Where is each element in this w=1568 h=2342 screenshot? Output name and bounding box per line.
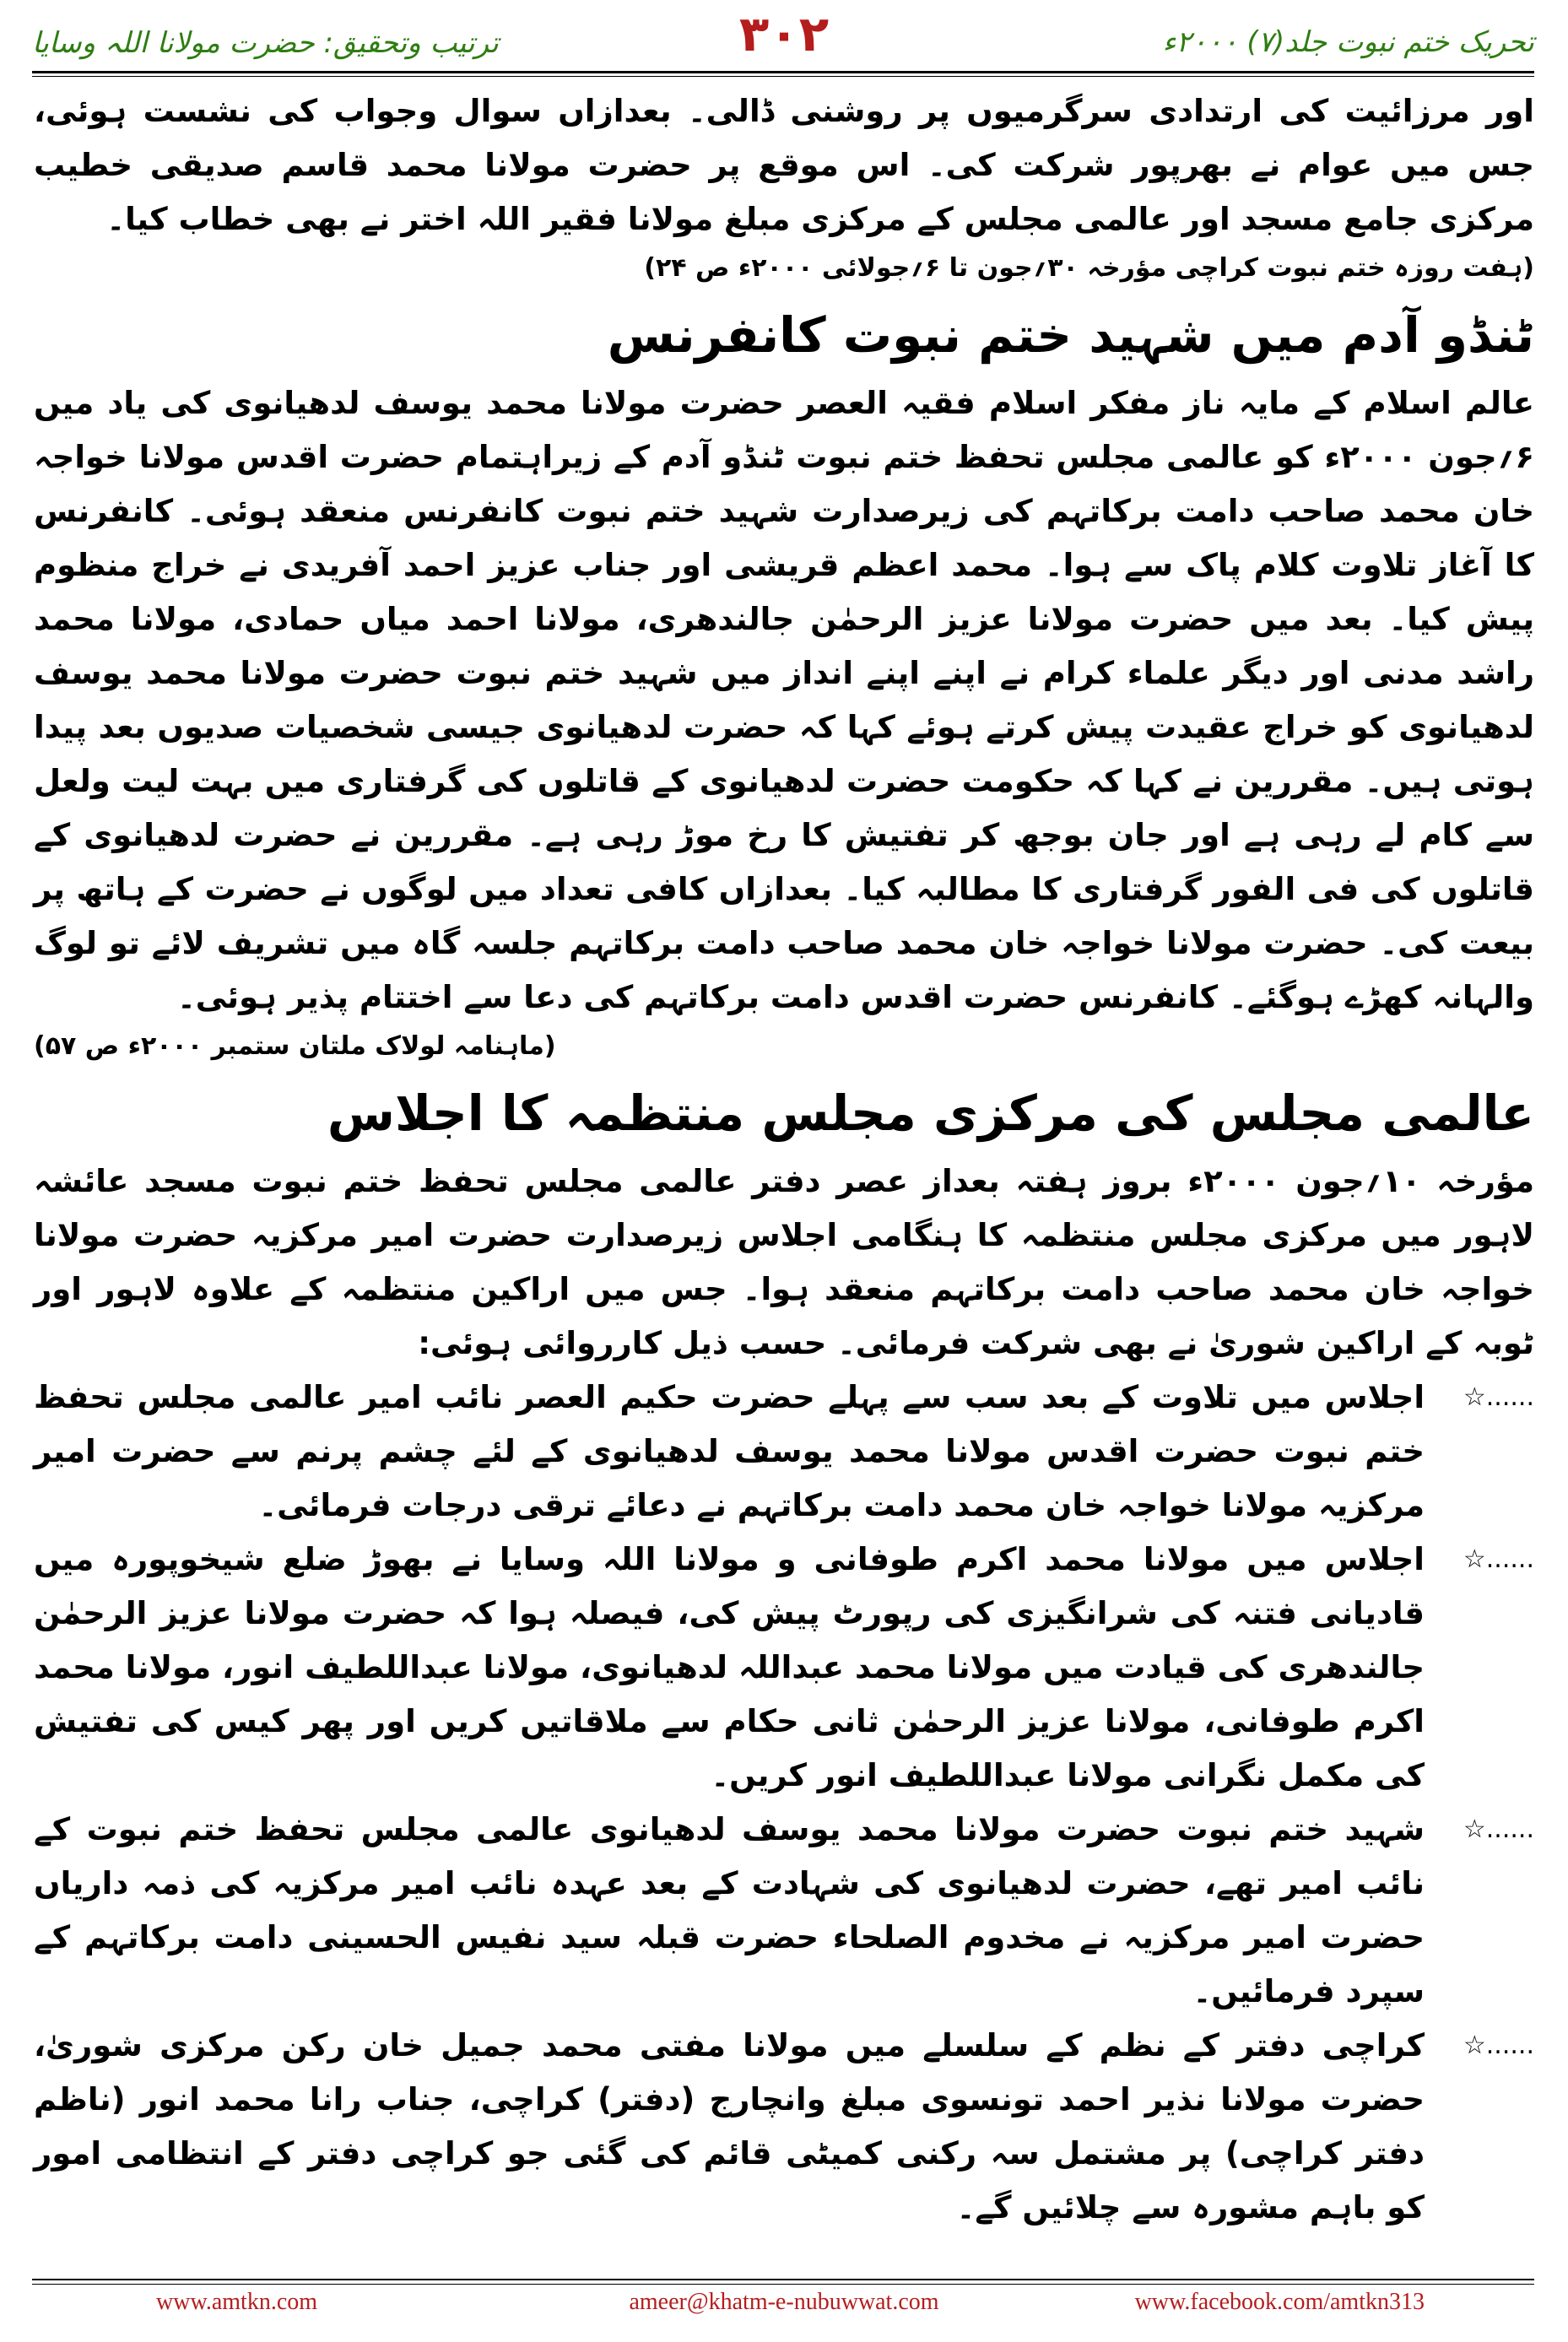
compiler-credit: ترتیب وتحقیق: حضرت مولانا اللہ وسایا [32, 26, 499, 60]
section1-source-citation: (ماہنامہ لولاک ملتان ستمبر ۲۰۰۰ء ص ۵۷) [34, 1031, 556, 1061]
section1-heading: ٹنڈو آدم میں شہید ختم نبوت کانفرنس [607, 306, 1534, 364]
intro-paragraph: اور مرزائیت کی ارتدادی سرگرمیوں پر روشنی ڈالی۔ بعدازاں سوال وجواب کی نشست ہوئی، جس میں عوام نے بھرپور شرکت کی۔ اس موقع پر حضرت مولانا محمد قاسم صدیقی خطیب مرکزی جامع مسجد اور عالمی مجلس کے مرکزی مبلغ مولانا فقیر اللہ اختر نے بھی خطاب کیا۔ [34, 93, 1534, 237]
page-header [0, 0, 1568, 68]
website-link[interactable]: www.amtkn.com [156, 2289, 318, 2315]
list-item [34, 2019, 1534, 2235]
header-divider-thin [32, 76, 1534, 77]
list-item [34, 1533, 1534, 1803]
email-link[interactable]: ameer@khatm-e-nubuwwat.com [629, 2289, 939, 2315]
section1-paragraph: عالم اسلام کے مایہ ناز مفکر اسلام فقیہ العصر حضرت مولانا محمد یوسف لدھیانوی کی یاد میں ۶؍جون ۲۰۰۰ء کو عالمی مجلس تحفظ ختم نبوت ٹنڈو آدم کے زیراہتمام حضرت اقدس مولانا خواجہ خان محمد صاحب دامت برکاتہم کی زیرصدارت شہید ختم نبوت کانفرنس منعقد ہوئی۔ کانفرنس کا آغاز تلاوت کلام پاک سے ہوا۔ محمد اعظم قریشی اور جناب عزیز احمد آفریدی نے خراج منظوم پیش کیا۔ بعد میں حضرت مولانا عزیز الرحمٰن جالندھری، مولانا احمد میاں حمادی، مولانا محمد راشد مدنی اور دیگر علماء کرام نے اپنے اپنے انداز میں شہید ختم نبوت حضرت مولانا محمد یوسف لدھیانوی کو خراج عقیدت پیش کرتے ہوئے کہا کہ حضرت لدھیانوی جیسی شخصیات صدیوں بعد پیدا ہوتی ہیں۔ مقررین نے کہا کہ حکومت حضرت لدھیانوی کے قاتلوں کی گرفتاری میں بہت لیت ولعل سے کام لے رہی ہے اور جان بوجھ کر تفتیش کا رخ موڑ رہی ہے۔ مقررین نے حضرت لدھیانوی کے قاتلوں کی فی الفور گرفتاری کا مطالبہ کیا۔ بعدازاں کافی تعداد میں لوگوں نے حضرت کے ہاتھ پر بیعت کی۔ حضرت مولانا خواجہ خان محمد صاحب دامت برکاتہم جلسہ گاہ میں تشریف لائے تو لوگ والہانہ کھڑے ہوگئے۔ کانفرنس حضرت اقدس دامت برکاتہم کی دعا سے اختتام پذیر ہوئی۔ [34, 385, 1534, 1015]
list-item-text: اجلاس میں مولانا محمد اکرم طوفانی و مولانا اللہ وسایا نے بھوڑ ضلع شیخوپورہ میں قادیانی فتنہ کی شرانگیزی کی رپورٹ پیش کی، فیصلہ ہوا کہ حضرت مولانا عزیز الرحمٰن جالندھری کی قیادت میں مولانا محمد عبداللہ لدھیانوی، مولانا عبداللطیف انور، مولانا محمد اکرم طوفانی، مولانا عزیز الرحمٰن ثانی حکام سے ملاقاتیں کریں اور پھر کیس کی تفتیش کی مکمل نگرانی مولانا عبداللطیف انور کریں۔ [34, 1541, 1425, 1793]
star-icon: ☆...... [1463, 1815, 1534, 1844]
page-number: ۳۰۲ [738, 5, 830, 62]
facebook-link[interactable]: www.facebook.com/amtkn313 [1134, 2289, 1425, 2315]
intro-source-citation: (ہفت روزہ ختم نبوت کراچی مؤرخہ ۳۰؍جون تا ۶؍جولائی ۲۰۰۰ء ص ۲۴) [644, 253, 1534, 283]
section2-paragraph: مؤرخہ ۱۰؍جون ۲۰۰۰ء بروز ہفتہ بعداز عصر دفتر عالمی مجلس تحفظ ختم نبوت مسجد عائشہ لاہور میں مرکزی مجلس منتظمہ کا ہنگامی اجلاس زیرصدارت حضرت امیر مرکزیہ حضرت مولانا خواجہ خان محمد صاحب دامت برکاتہم منعقد ہوا۔ جس میں اراکین منتظمہ کے علاوہ لاہور اور ٹوبہ کے اراکین شوریٰ نے بھی شرکت فرمائی۔ حسب ذیل کارروائی ہوئی: [34, 1163, 1534, 1361]
star-icon: ☆...... [1463, 1382, 1534, 1412]
list-item-text: اجلاس میں تلاوت کے بعد سب سے پہلے حضرت حکیم العصر نائب امیر عالمی مجلس تحفظ ختم نبوت حضرت اقدس مولانا محمد یوسف لدھیانوی کے لئے چشم پرنم سے حضرت امیر مرکزیہ مولانا خواجہ خان محمد دامت برکاتہم نے دعائے ترقی درجات فرمائی۔ [34, 1379, 1425, 1523]
list-item [34, 1371, 1534, 1533]
footer-divider [32, 2279, 1534, 2280]
list-item-text: کراچی دفتر کے نظم کے سلسلے میں مولانا مفتی محمد جمیل خان رکن مرکزی شوریٰ، حضرت مولانا نذیر احمد تونسوی مبلغ وانچارج (دفتر) کراچی، جناب رانا محمد انور (ناظم دفتر کراچی) پر مشتمل سہ رکنی کمیٹی قائم کی گئی جو کراچی دفتر کے انتظامی امور کو باہم مشورہ سے چلائیں گے۔ [34, 2027, 1425, 2226]
header-divider [32, 71, 1534, 73]
list-item-text: شہید ختم نبوت حضرت مولانا محمد یوسف لدھیانوی عالمی مجلس تحفظ ختم نبوت کے نائب امیر تھے، حضرت لدھیانوی کی شہادت کے بعد عہدہ نائب امیر مرکزیہ کی ذمہ داریاں حضرت امیر مرکزیہ نے مخدوم الصلحاء حضرت قبلہ سید نفیس الحسینی دامت برکاتہم کے سپرد فرمائیں۔ [34, 1811, 1425, 2009]
star-icon: ☆...... [1463, 1544, 1534, 1574]
footer-divider-thin [32, 2284, 1534, 2285]
page-body [34, 84, 1534, 2235]
resolutions-list [34, 1371, 1534, 2235]
book-title: تحریک ختم نبوت جلد(۷) ۲۰۰۰ء [1162, 25, 1534, 59]
section2-heading: عالمی مجلس کی مرکزی مجلس منتظمہ کا اجلاس [327, 1084, 1534, 1142]
list-item [34, 1803, 1534, 2019]
star-icon: ☆...... [1463, 2031, 1534, 2060]
